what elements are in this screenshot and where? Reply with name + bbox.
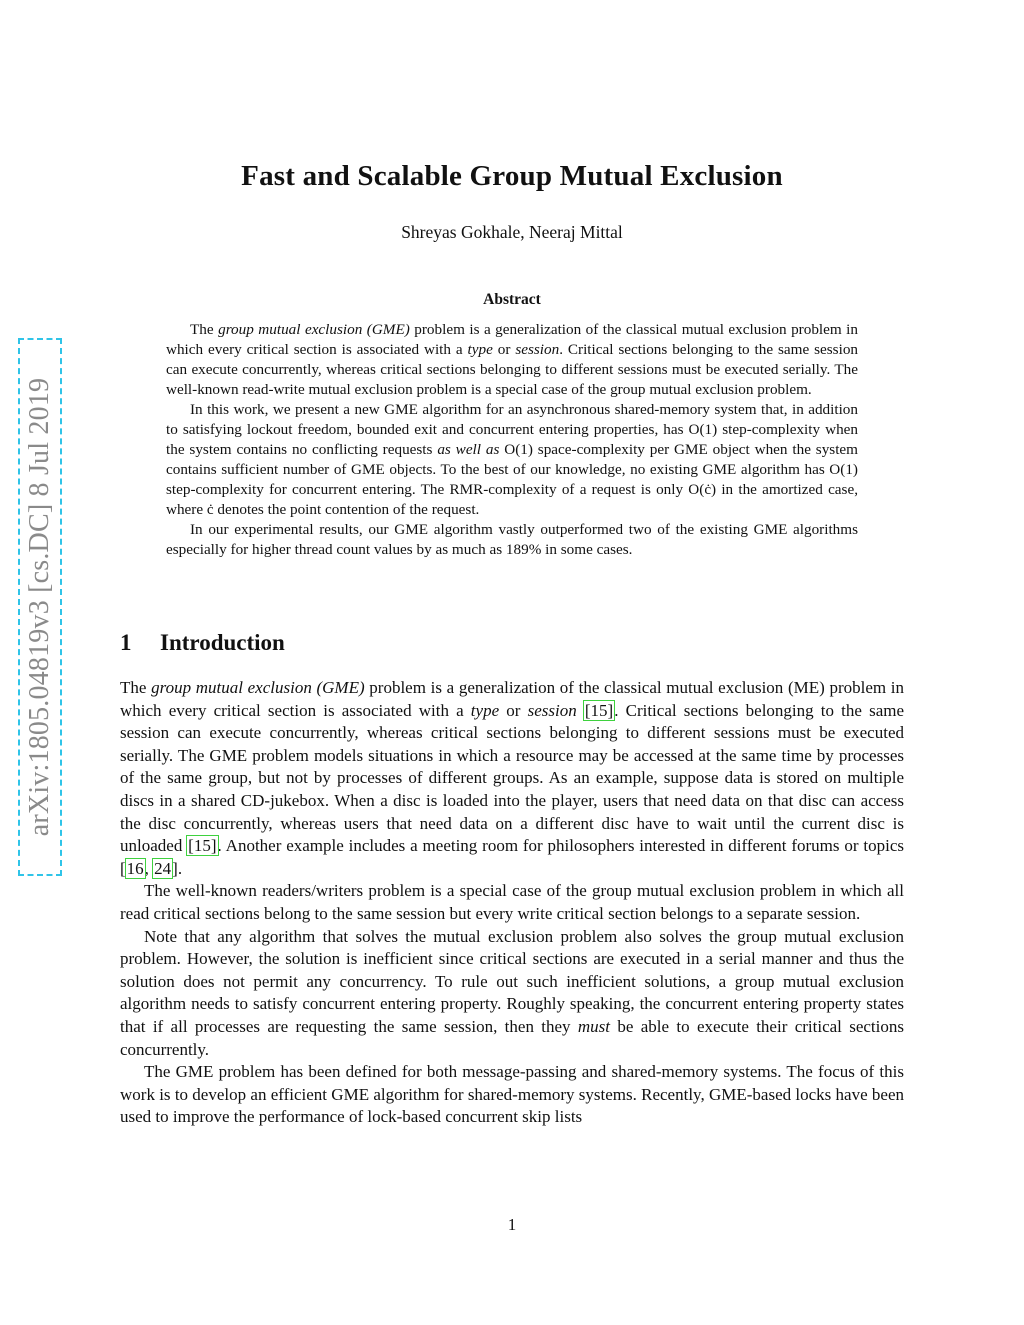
abstract-paragraph-1: The group mutual exclusion (GME) problem is a generalization of the classical mutual exclusion problem in which every critical section is associated with a type or session. Critical sections belonging to the same session can execute concurrently, whereas critical sections belonging to different sessions must be executed serially. The well-known read-write mutual exclusion problem is a special case of the group mutual exclusion problem. [166,321,859,398]
body-paragraph-3: Note that any algorithm that solves the mutual exclusion problem also solves the group mutual exclusion problem. However, the solution is inefficient since critical sections are executed in a serial manner and thus the solution does not permit any concurrency. To rule out such inefficient solutions, a group mutual exclusion algorithm needs to satisfy concurrent entering property. Roughly speaking, the concurrent entering property states that if all processes are requesting the same session, then they must be able to execute their critical sections concurrently. [120,926,904,1059]
citation-link[interactable]: 24 [154,858,172,878]
section-title: Introduction [160,630,285,655]
body-paragraph-4: The GME problem has been defined for both message-passing and shared-memory systems. The focus of this work is to develop an efficient GME algorithm for shared-memory systems. Recently, GME-based locks have been used to improve the performance of lock-based concurrent skip lists [120,1062,904,1127]
page-number: 1 [507,1215,517,1234]
paper-title: Fast and Scalable Group Mutual Exclusion [241,160,783,192]
introduction-body [120,677,904,1129]
paper-authors: Shreyas Gokhale, Neeraj Mittal [401,222,623,242]
citation-link[interactable]: [15] [188,836,217,856]
abstract-paragraph-3: In our experimental results, our GME algorithm vastly outperformed two of the existing GME algorithms especially for higher thread count values by as much as 189% in some cases. [166,521,858,558]
arxiv-identifier: arXiv:1805.04819v3 [cs.DC] 8 Jul 2019 [24,377,55,837]
abstract-heading: Abstract [483,291,541,308]
body-paragraph-1: The group mutual exclusion (GME) problem is a generalization of the classical mutual exclusion (ME) problem in which every critical section is associated with a type or session [15]. Critical sections belonging to the same session can execute concurrently, whereas critical sections belonging to different sessions must be executed serially. The GME problem models situations in which a resource may be accessed at the same time by processes of the same group, but not by processes of different groups. As an example, suppose data is stored on multiple discs in a shared CD-jukebox. When a disc is loaded into the player, users that need data on that disc can access the disc concurrently, whereas users that need data on a different disc have to wait until the current disc is unloaded [15]. Another example includes a meeting room for philosophers interested in different forums or topics [16, 24]. [120,678,905,878]
citation-link[interactable]: 16 [126,858,144,878]
citation-link[interactable]: [15] [584,700,614,720]
arxiv-stamp [18,338,62,876]
section-number: 1 [120,630,132,655]
body-paragraph-2: The well-known readers/writers problem is a special case of the group mutual exclusion problem in which all read critical sections belong to the same session but every write critical section belongs to a separate session. [120,881,904,923]
abstract-body [166,320,858,560]
section-heading-introduction [120,630,285,656]
abstract-paragraph-2: In this work, we present a new GME algorithm for an asynchronous shared-memory system that, in addition to satisfying lockout freedom, bounded exit and concurrent entering properties, has O(1) step-complexity when the system contains no conflicting requests as well as O(1) space-complexity per GME object when the system contains sufficient number of GME objects. To the best of our knowledge, no existing GME algorithm has O(1) step-complexity for concurrent entering. The RMR-complexity of a request is only O(ċ) in the amortized case, where ċ denotes the point contention of the request. [166,401,858,518]
